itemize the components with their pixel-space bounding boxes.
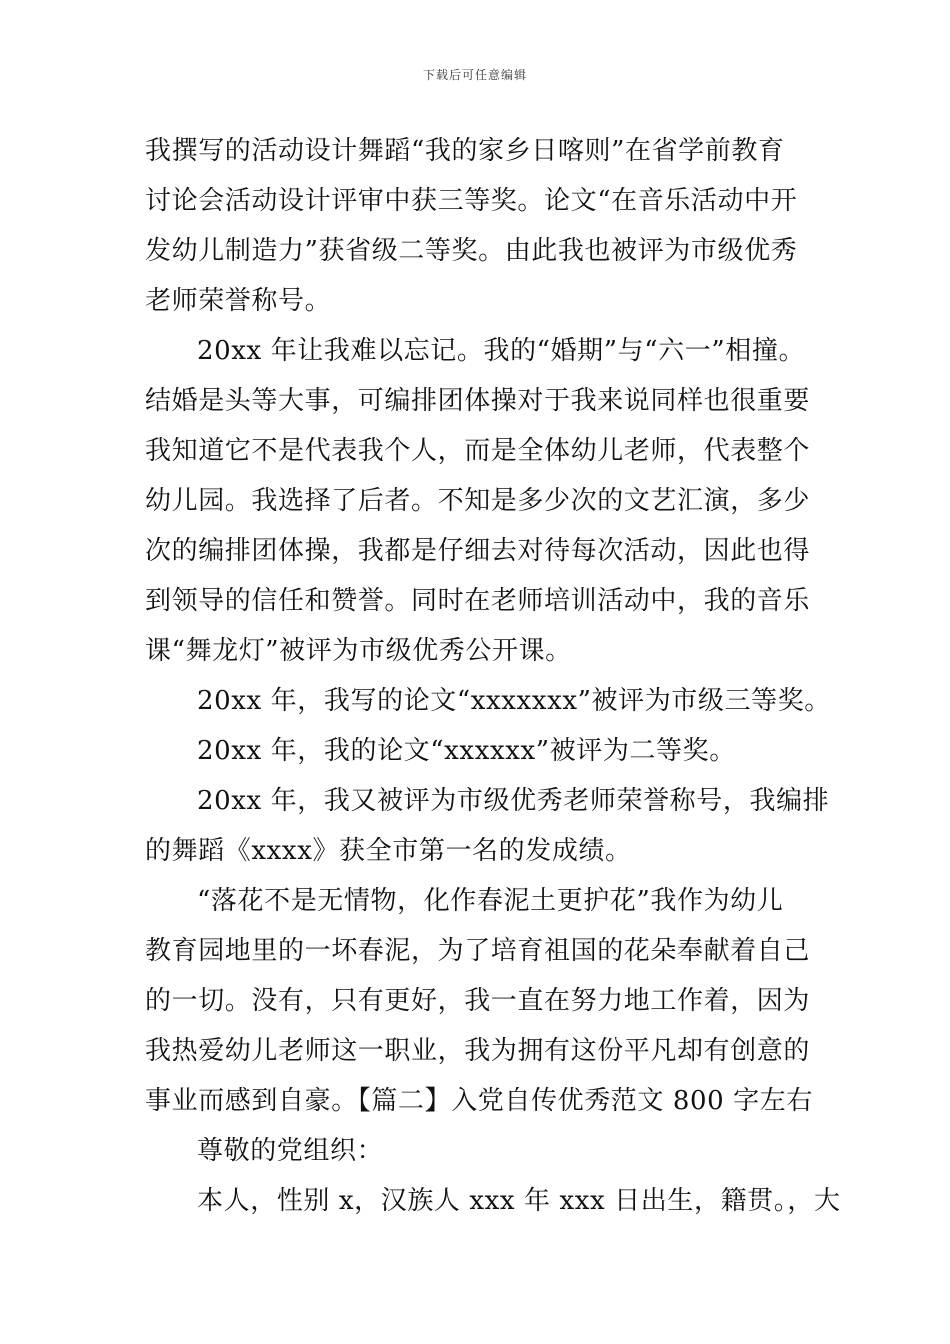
text-line: 的一切。没有，只有更好，我一直在努力地工作着，因为 [145, 986, 811, 1016]
text-line: 老师荣誉称号。 [145, 286, 332, 316]
paragraph-start-line: 20xx 年让我难以忘记。我的“婚期”与“六一”相撞。 [197, 336, 806, 366]
text-line: 到领导的信任和赞誉。同时在老师培训活动中，我的音乐 [145, 586, 811, 616]
text-line: 的舞蹈《xxxx》获全市第一名的发成绩。 [145, 836, 632, 866]
text-line: 我知道它不是代表我个人，而是全体幼儿老师，代表整个 [145, 436, 811, 466]
paragraph-start-line: 20xx 年，我又被评为市级优秀老师荣誉称号，我编排 [197, 786, 830, 816]
text-line: 教育园地里的一坏春泥，为了培育祖国的花朵奉献着自己 [145, 936, 811, 966]
text-line: 我撰写的活动设计舞蹈“我的家乡日喀则”在省学前教育 [145, 136, 785, 166]
paragraph-start-line: 尊敬的党组织： [197, 1136, 384, 1166]
text-line: 结婚是头等大事，可编排团体操对于我来说同样也很重要 [145, 386, 811, 416]
text-line: 事业而感到自豪。【篇二】入党自传优秀范文 800 字左右 [145, 1086, 813, 1116]
text-line: 我热爱幼儿老师这一职业，我为拥有这份平凡却有创意的 [145, 1036, 811, 1066]
paragraph-start-line: 20xx 年，我写的论文“xxxxxxx”被评为市级三等奖。 [197, 686, 831, 716]
text-line: 幼儿园。我选择了后者。不知是多少次的文艺汇演，多少 [145, 486, 811, 516]
document-body [145, 126, 841, 1226]
paragraph-start-line: 本人，性别 x，汉族人 xxx 年 xxx 日出生，籍贯。，大 [197, 1186, 841, 1216]
text-line: 次的编排团体操，我都是仔细去对待每次活动，因此也得 [145, 536, 811, 566]
paragraph-start-line: “落花不是无情物，化作春泥土更护花”我作为幼儿 [197, 886, 784, 916]
text-line: 发幼儿制造力”获省级二等奖。由此我也被评为市级优秀 [145, 236, 798, 266]
paragraph-start-line: 20xx 年，我的论文“xxxxxx”被评为二等奖。 [197, 736, 736, 766]
page-header: 下载后可任意编辑 [422, 68, 527, 82]
text-line: 讨论会活动设计评审中获三等奖。论文“在音乐活动中开 [145, 186, 798, 216]
text-line: 课“舞龙灯”被评为市级优秀公开课。 [145, 636, 572, 666]
